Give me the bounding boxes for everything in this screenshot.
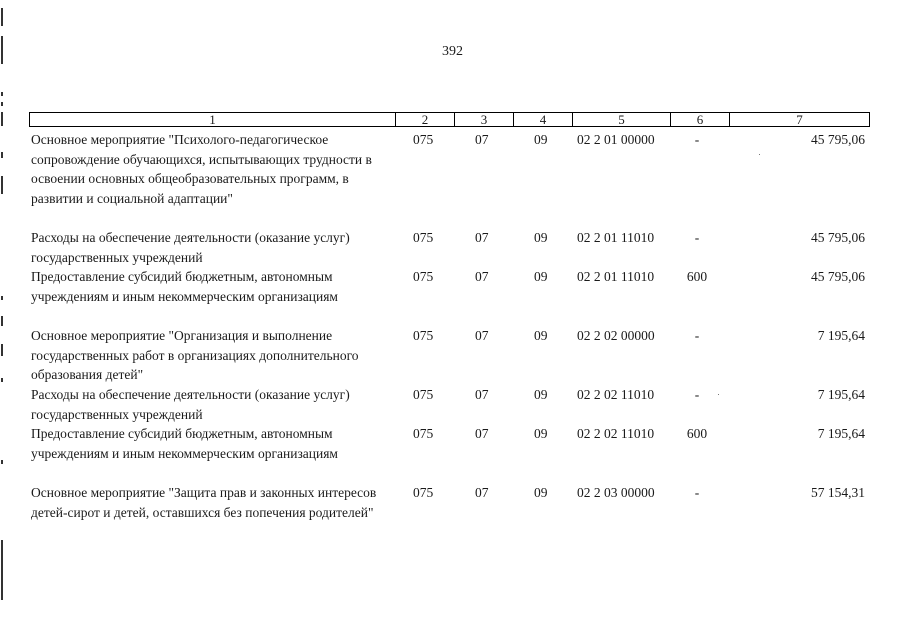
row-vr: 600 [686, 269, 708, 284]
row-vr: - [694, 132, 700, 147]
row-ved: 075 [413, 387, 434, 402]
row-pr: 09 [534, 132, 548, 147]
row-csr: 02 2 02 11010 [577, 387, 655, 402]
row-rz: 07 [475, 132, 489, 147]
row-vr: - [694, 328, 700, 343]
row-pr: 09 [534, 230, 548, 245]
row-name: Расходы на обеспечение деятельности (оказание услуг) государственных учреждений [31, 230, 350, 265]
row-name: Предоставление субсидий бюджетным, автономным учреждениям и иным некоммерческим организациям [31, 269, 338, 304]
row-ved: 075 [413, 485, 434, 500]
row-vr: - [694, 485, 700, 500]
scan-edge-marks [0, 0, 6, 640]
header-cell-4: 4 [514, 113, 573, 126]
row-pr: 09 [534, 328, 548, 343]
header-cell-1: 1 [30, 113, 396, 126]
row-name: Расходы на обеспечение деятельности (оказание услуг) государственных учреждений [31, 387, 350, 422]
header-cell-5: 5 [573, 113, 671, 126]
row-csr: 02 2 01 11010 [577, 269, 655, 284]
row-vr: - [694, 230, 700, 245]
row-pr: 09 [534, 426, 548, 441]
header-cell-7: 7 [796, 112, 803, 127]
page-number: 392 [442, 44, 463, 59]
row-pr: 09 [534, 387, 548, 402]
row-csr: 02 2 03 00000 [577, 485, 655, 500]
row-sum: 7 195,64 [817, 328, 865, 343]
row-pr: 09 [534, 485, 548, 500]
row-name: Основное мероприятие "Психолого-педагогическое сопровождение обучающихся, испытывающих трудности в освоении основных общеобразовательных программ, в развитии и социальной адаптации" [31, 132, 372, 206]
row-csr: 02 2 01 11010 [577, 230, 655, 245]
row-sum: 7 195,64 [817, 426, 865, 441]
header-cell-6: 6 [671, 113, 730, 126]
row-csr: 02 2 02 11010 [577, 426, 655, 441]
row-rz: 07 [475, 269, 489, 284]
header-cell-2: 2 [396, 113, 455, 126]
row-rz: 07 [475, 328, 489, 343]
row-name: Основное мероприятие "Организация и выполнение государственных работ в организациях дополнительного образования детей" [31, 328, 359, 383]
row-rz: 07 [475, 387, 489, 402]
row-ved: 075 [413, 132, 434, 147]
row-sum: 45 795,06 [811, 230, 865, 245]
row-sum: 45 795,06 [811, 132, 865, 147]
row-sum: 7 195,64 [817, 387, 865, 402]
table-header-row [29, 112, 870, 127]
row-rz: 07 [475, 230, 489, 245]
row-csr: 02 2 02 00000 [577, 328, 655, 343]
row-ved: 075 [413, 230, 434, 245]
row-sum: 45 795,06 [811, 269, 865, 284]
header-cell-3: 3 [455, 113, 514, 126]
row-vr: - [694, 387, 700, 402]
row-pr: 09 [534, 269, 548, 284]
row-name: Основное мероприятие "Защита прав и законных интересов детей-сирот и детей, оставшихся без попечения родителей" [31, 485, 377, 520]
row-sum: 57 154,31 [811, 485, 865, 500]
row-vr: 600 [686, 426, 708, 441]
row-name: Предоставление субсидий бюджетным, автономным учреждениям и иным некоммерческим организациям [31, 426, 338, 461]
scan-speck [718, 394, 719, 395]
scan-speck [759, 154, 760, 155]
row-rz: 07 [475, 426, 489, 441]
row-csr: 02 2 01 00000 [577, 132, 655, 147]
row-ved: 075 [413, 426, 434, 441]
row-rz: 07 [475, 485, 489, 500]
row-ved: 075 [413, 269, 434, 284]
row-ved: 075 [413, 328, 434, 343]
